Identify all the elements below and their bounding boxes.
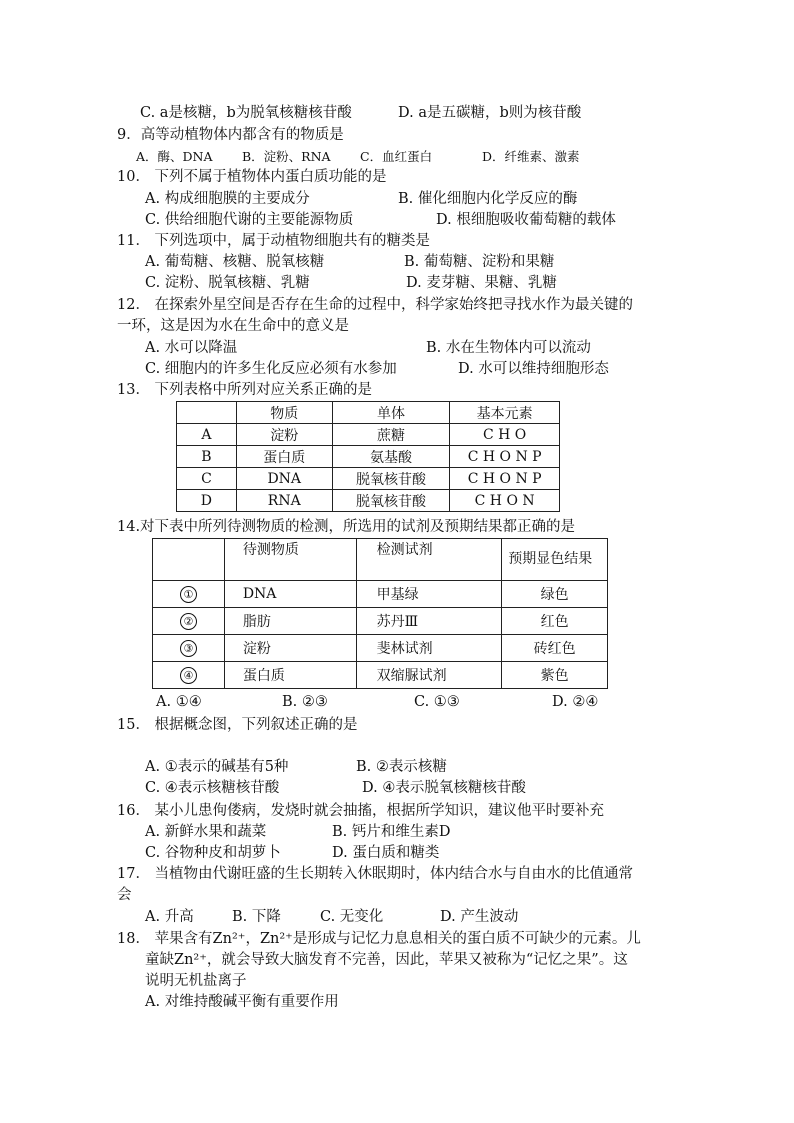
table-cell: 淀粉 bbox=[224, 635, 356, 662]
table-cell: B bbox=[177, 446, 237, 468]
q11-option-d: D. 麦芽糖、果糖、乳糖 bbox=[406, 275, 557, 291]
q9-option-d: D．纤维素、激素 bbox=[482, 149, 580, 164]
q10-option-a: A. 构成细胞膜的主要成分 bbox=[145, 191, 310, 207]
q17-option-c: C. 无变化 bbox=[320, 909, 384, 925]
q10-option-b: B. 催化细胞内化学反应的酶 bbox=[398, 191, 578, 207]
table-cell: D bbox=[177, 490, 237, 512]
q12-option-b: B. 水在生物体内可以流动 bbox=[426, 340, 591, 356]
q14-table bbox=[152, 538, 608, 689]
q12-option-d: D. 水可以维持细胞形态 bbox=[458, 361, 609, 377]
table-header-cell: 单体 bbox=[332, 402, 450, 424]
table-cell: 砖红色 bbox=[502, 635, 608, 662]
table-header-cell: 物质 bbox=[236, 402, 332, 424]
table-cell: C H O N bbox=[450, 490, 560, 512]
q16-option-d: D. 蛋白质和糖类 bbox=[332, 845, 440, 861]
circled-number: ② bbox=[180, 613, 197, 630]
q9-option-a: A．酶、DNA bbox=[136, 149, 213, 164]
q18-stem-line3: 说明无机盐离子 bbox=[145, 973, 247, 989]
q15-option-a: A. ①表示的碱基有5种 bbox=[145, 759, 289, 775]
q13-table bbox=[176, 401, 560, 512]
q8-option-c: C. a是核糖，b为脱氧核糖核苷酸 bbox=[140, 105, 352, 121]
q16-option-b: B. 钙片和维生素D bbox=[332, 824, 451, 840]
q9-option-c: C．血红蛋白 bbox=[360, 149, 433, 164]
table-header-row bbox=[177, 402, 560, 424]
q11-option-c: C. 淀粉、脱氧核糖、乳糖 bbox=[145, 275, 310, 291]
q18-stem-line2: 童缺Zn²⁺，就会导致大脑发育不完善，因此，苹果又被称为“记忆之果”。这 bbox=[145, 952, 628, 968]
table-row bbox=[153, 608, 608, 635]
table-cell: DNA bbox=[236, 468, 332, 490]
table-row bbox=[177, 490, 560, 512]
table-header-cell: 基本元素 bbox=[450, 402, 560, 424]
table-header-cell: 预期显色结果 bbox=[502, 539, 608, 581]
table-cell: 斐林试剂 bbox=[356, 635, 502, 662]
q14-option-c: C. ①③ bbox=[414, 694, 460, 710]
table-cell: DNA bbox=[224, 581, 356, 608]
q12-option-a: A. 水可以降温 bbox=[145, 340, 238, 356]
table-cell: 淀粉 bbox=[236, 424, 332, 446]
table-row bbox=[153, 635, 608, 662]
table-cell: 红色 bbox=[502, 608, 608, 635]
q12-stem-line2: 一环，这是因为水在生命中的意义是 bbox=[117, 318, 349, 334]
table-cell: 脂肪 bbox=[224, 608, 356, 635]
table-row bbox=[153, 662, 608, 689]
table-cell: 绿色 bbox=[502, 581, 608, 608]
circled-number: ③ bbox=[180, 640, 197, 657]
q10-option-c: C. 供给细胞代谢的主要能源物质 bbox=[145, 212, 354, 228]
table-cell: C H O bbox=[450, 424, 560, 446]
q15-option-b: B. ②表示核糖 bbox=[356, 759, 447, 775]
table-cell: 脱氧核苷酸 bbox=[332, 490, 450, 512]
table-row bbox=[177, 468, 560, 490]
table-header-cell: 检测试剂 bbox=[356, 539, 502, 581]
q15-stem: 15． 根据概念图，下列叙述正确的是 bbox=[117, 717, 358, 733]
q17-option-b: B. 下降 bbox=[232, 909, 281, 925]
q15-option-c: C. ④表示核糖核苷酸 bbox=[145, 780, 280, 796]
q8-option-d: D. a是五碳糖，b则为核苷酸 bbox=[398, 105, 582, 121]
circled-number: ① bbox=[180, 586, 197, 603]
table-cell: C H O N P bbox=[450, 468, 560, 490]
q12-option-c: C. 细胞内的许多生化反应必须有水参加 bbox=[145, 361, 397, 377]
table-cell: 脱氧核苷酸 bbox=[332, 468, 450, 490]
q11-stem: 11． 下列选项中，属于动植物细胞共有的糖类是 bbox=[117, 233, 431, 249]
q10-option-d: D. 根细胞吸收葡萄糖的载体 bbox=[436, 212, 616, 228]
table-cell: 甲基绿 bbox=[356, 581, 502, 608]
q11-option-b: B. 葡萄糖、淀粉和果糖 bbox=[404, 254, 555, 270]
q9-option-b: B．淀粉、RNA bbox=[242, 149, 331, 164]
table-cell: A bbox=[177, 424, 237, 446]
table-cell: 蛋白质 bbox=[236, 446, 332, 468]
q16-stem: 16． 某小儿患佝偻病，发烧时就会抽搐，根据所学知识，建议他平时要补充 bbox=[117, 803, 605, 819]
q17-stem-line2: 会 bbox=[117, 887, 132, 903]
table-header-cell bbox=[153, 539, 225, 581]
q16-option-a: A. 新鲜水果和蔬菜 bbox=[145, 824, 267, 840]
table-header-row bbox=[153, 539, 608, 581]
q17-stem-line1: 17． 当植物由代谢旺盛的生长期转入休眠期时，体内结合水与自由水的比值通常 bbox=[117, 866, 634, 882]
table-row bbox=[177, 446, 560, 468]
table-cell: 苏丹Ⅲ bbox=[356, 608, 502, 635]
table-header-cell: 待测物质 bbox=[224, 539, 356, 581]
q10-stem: 10． 下列不属于植物体内蛋白质功能的是 bbox=[117, 169, 387, 185]
table-cell: 蔗糖 bbox=[332, 424, 450, 446]
table-row bbox=[153, 581, 608, 608]
table-cell: 氨基酸 bbox=[332, 446, 450, 468]
q14-stem: 14.对下表中所列待测物质的检测，所选用的试剂及预期结果都正确的是 bbox=[117, 519, 576, 535]
circled-number: ④ bbox=[180, 667, 197, 684]
q18-stem-line1: 18． 苹果含有Zn²⁺，Zn²⁺是形成与记忆力息息相关的蛋白质不可缺少的元素。儿 bbox=[117, 931, 641, 947]
q14-option-a: A. ①④ bbox=[156, 694, 202, 710]
q16-option-c: C. 谷物种皮和胡萝卜 bbox=[145, 845, 281, 861]
table-cell: 双缩脲试剂 bbox=[356, 662, 502, 689]
q14-option-b: B. ②③ bbox=[282, 694, 328, 710]
table-cell: C bbox=[177, 468, 237, 490]
table-row bbox=[177, 424, 560, 446]
q11-option-a: A. 葡萄糖、核糖、脱氧核糖 bbox=[145, 254, 325, 270]
table-cell: C H O N P bbox=[450, 446, 560, 468]
q17-option-d: D. 产生波动 bbox=[440, 909, 519, 925]
table-cell: 蛋白质 bbox=[224, 662, 356, 689]
q9-stem: 9．高等动植物体内都含有的物质是 bbox=[117, 127, 344, 143]
q17-option-a: A. 升高 bbox=[145, 909, 194, 925]
table-cell: RNA bbox=[236, 490, 332, 512]
q14-option-d: D. ②④ bbox=[552, 694, 599, 710]
table-header-cell bbox=[177, 402, 237, 424]
q12-stem-line1: 12． 在探索外星空间是否存在生命的过程中，科学家始终把寻找水作为最关键的 bbox=[117, 297, 634, 313]
q18-option-a: A. 对维持酸碱平衡有重要作用 bbox=[145, 994, 339, 1010]
table-cell: 紫色 bbox=[502, 662, 608, 689]
q15-option-d: D. ④表示脱氧核糖核苷酸 bbox=[362, 780, 526, 796]
q13-stem: 13． 下列表格中所列对应关系正确的是 bbox=[117, 382, 373, 398]
